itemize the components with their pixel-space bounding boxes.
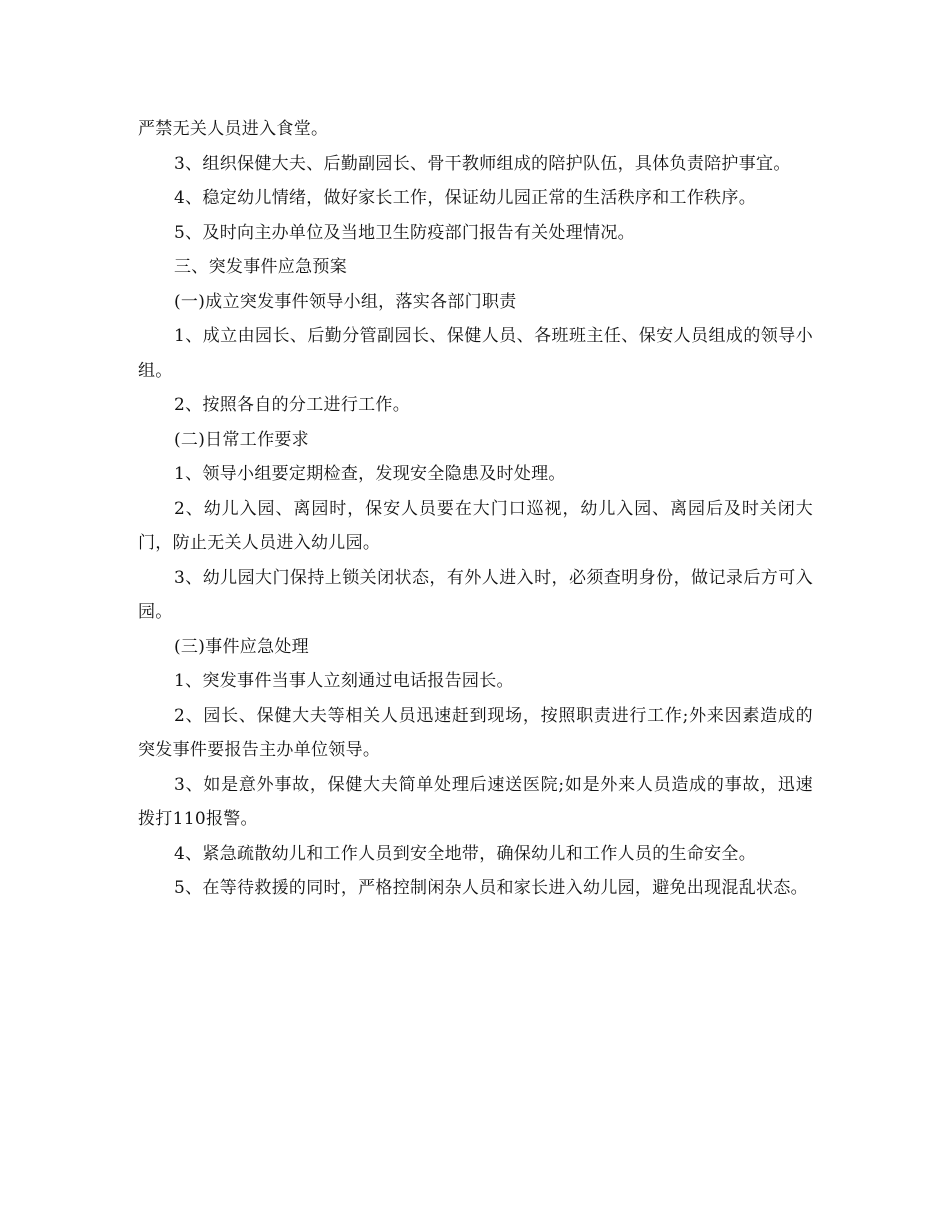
- subsection-heading: (二)日常工作要求: [174, 429, 309, 450]
- paragraph: 3、如是意外事故，保健大夫简单处理后速送医院;如是外来人员造成的事故，迅速拨打110报警。: [138, 774, 813, 829]
- paragraph: 1、突发事件当事人立刻通过电话报告园长。: [174, 671, 514, 691]
- paragraph: 3、幼儿园大门保持上锁关闭状态，有外人进入时，必须查明身份，做记录后方可入园。: [138, 567, 813, 622]
- subsection-heading: (一)成立突发事件领导小组，落实各部门职责: [174, 291, 517, 312]
- document-body: [138, 112, 813, 906]
- paragraph: 严禁无关人员进入食堂。: [138, 119, 329, 139]
- paragraph: 4、稳定幼儿情绪，做好家长工作，保证幼儿园正常的生活秩序和工作秩序。: [174, 188, 757, 208]
- paragraph: 2、园长、保健大夫等相关人员迅速赶到现场，按照职责进行工作;外来因素造成的突发事件要报告主办单位领导。: [138, 705, 813, 760]
- section-heading: 三、突发事件应急预案: [174, 257, 347, 277]
- subsection-heading: (三)事件应急处理: [174, 636, 309, 657]
- paragraph: 5、在等待救援的同时，严格控制闲杂人员和家长进入幼儿园，避免出现混乱状态。: [174, 878, 808, 898]
- paragraph: 5、及时向主办单位及当地卫生防疫部门报告有关处理情况。: [174, 222, 635, 243]
- paragraph: 4、紧急疏散幼儿和工作人员到安全地带，确保幼儿和工作人员的生命安全。: [174, 843, 757, 864]
- paragraph: 3、组织保健大夫、后勤副园长、骨干教师组成的陪护队伍，具体负责陪护事宜。: [174, 153, 791, 174]
- paragraph: 2、幼儿入园、离园时，保安人员要在大门口巡视，幼儿入园、离园后及时关闭大门，防止无关人员进入幼儿园。: [138, 498, 813, 553]
- paragraph: 1、领导小组要定期检查，发现安全隐患及时处理。: [174, 464, 566, 484]
- paragraph: 2、按照各自的分工进行工作。: [174, 395, 411, 415]
- paragraph: 1、成立由园长、后勤分管副园长、保健人员、各班班主任、保安人员组成的领导小组。: [138, 326, 813, 381]
